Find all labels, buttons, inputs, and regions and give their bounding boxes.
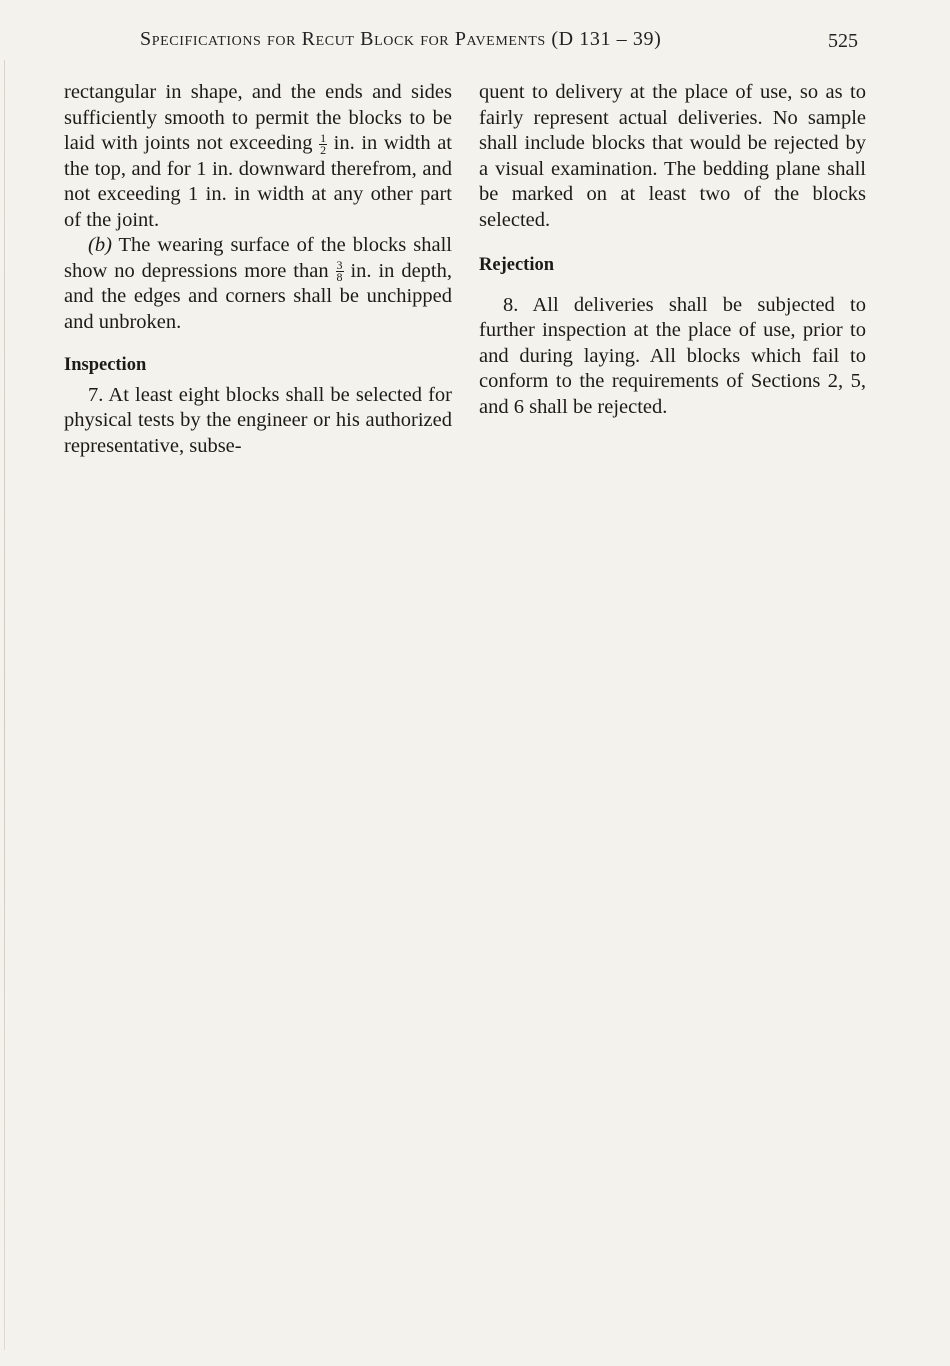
fraction-denominator: 8 xyxy=(336,270,343,285)
paragraph-joint-spec xyxy=(64,80,452,233)
paragraph-section-8: 8. All deliveries shall be subjected to further inspection at the place of use, prior to and during laying. All blocks which fail to conform to the requirements of Sections 2, 5, and 6 shall be rejected. xyxy=(479,293,866,418)
right-column xyxy=(479,80,866,420)
paragraph-text: The wearing surface of the blocks shall show no depressions more than xyxy=(64,234,452,282)
fraction-numerator: 1 xyxy=(320,130,327,145)
fraction-denominator: 2 xyxy=(320,142,327,157)
section-heading-rejection: Rejection xyxy=(479,255,554,275)
page-number: 525 xyxy=(828,30,858,52)
paragraph-text: rectangular in shape, and the ends and sides sufficiently smooth to permit the blocks to be laid with joints not exceeding xyxy=(64,81,452,154)
section-heading-inspection: Inspection xyxy=(64,355,147,375)
paragraph-section-7: 7. At least eight blocks shall be selected for physical tests by the engineer or his authorized representative, subse- xyxy=(64,383,452,457)
fraction-one-half xyxy=(319,130,327,157)
clause-label: (b) xyxy=(88,234,112,256)
paragraph-sample-selection: quent to delivery at the place of use, so as to fairly represent actual deliveries. No sample shall include blocks that would be rejected by a visual examination. The bedding plane shall be marked on at least two of the blocks selected. xyxy=(479,81,866,231)
paragraph-wearing-surface xyxy=(64,233,452,335)
fraction-numerator: 3 xyxy=(336,258,343,273)
left-column xyxy=(64,80,452,459)
running-head: Specifications for Recut Block for Pavements (D 131 – 39) xyxy=(140,28,662,50)
paragraph-text: in. in depth, and the edges and corners shall be unchipped and unbroken. xyxy=(64,259,452,333)
paragraph-text: in. in width at the top, and for 1 in. downward therefrom, and not exceeding 1 in. in width at any other part of the joint. xyxy=(64,132,452,231)
page-edge-shadow xyxy=(4,60,5,1350)
fraction-three-eighths xyxy=(336,260,344,283)
